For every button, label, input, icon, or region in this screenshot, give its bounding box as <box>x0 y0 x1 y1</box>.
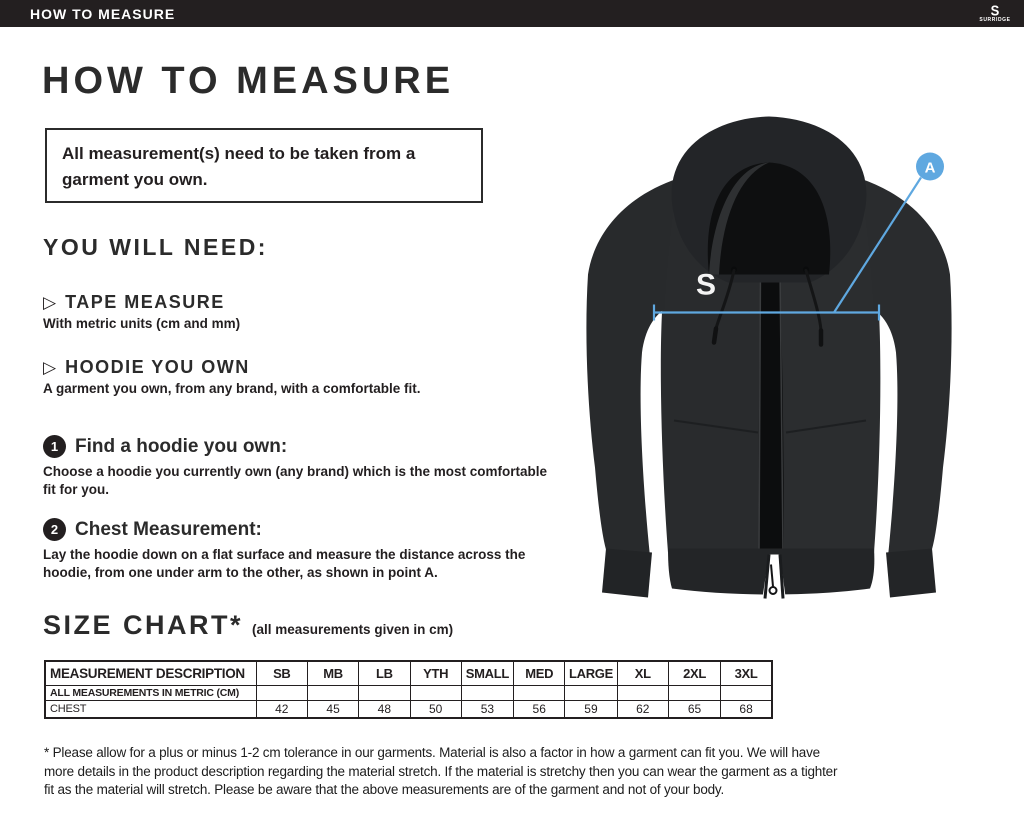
size-chart-heading <box>43 610 453 641</box>
col-header: SMALL <box>461 661 513 686</box>
col-header: MED <box>514 661 565 686</box>
step-1-title: Find a hoodie you own: <box>75 435 288 457</box>
triangle-bullet-icon: ▷ <box>43 293 57 312</box>
step-2-title: Chest Measurement: <box>75 518 262 540</box>
point-a-label: A <box>924 159 936 177</box>
col-header: MEASUREMENT DESCRIPTION <box>45 661 256 686</box>
hoodie-measurement-diagram <box>562 100 1014 605</box>
need-item-hoodie <box>43 357 543 396</box>
need-item-label: TAPE MEASURE <box>65 292 225 312</box>
need-item-desc: A garment you own, from any brand, with a comfortable fit. <box>43 381 421 396</box>
step-1-number-badge: 1 <box>43 435 66 458</box>
page-title: HOW TO MEASURE <box>42 60 455 102</box>
col-header: 3XL <box>721 661 772 686</box>
surridge-s-icon: S <box>990 2 1000 19</box>
col-header: SB <box>256 661 307 686</box>
brand-logo[interactable] <box>972 0 1018 27</box>
col-header: YTH <box>410 661 461 686</box>
step-2 <box>43 518 553 582</box>
size-chart-subtitle: (all measurements given in cm) <box>252 622 454 637</box>
col-header: XL <box>617 661 668 686</box>
hoodie-illustration <box>562 100 1014 605</box>
col-header: LARGE <box>565 661 617 686</box>
tolerance-footnote: * Please allow for a plus or minus 1-2 cm tolerance in our garments. Material is also a factor in how a garment can fit you. We will have more details in the product description regarding the material stretch. If the material is stretchy then you can wear the garment as a tighter fit as the material will stretch. Please be aware that the above measurements are of the garment and not of your body. <box>44 745 838 798</box>
table-row <box>45 686 772 701</box>
top-bar-title: HOW TO MEASURE <box>30 5 176 22</box>
size-chart-table <box>44 660 773 719</box>
table-header-row <box>45 661 772 686</box>
col-header: MB <box>307 661 358 686</box>
need-item-label: HOODIE YOU OWN <box>65 357 250 377</box>
col-header: LB <box>359 661 410 686</box>
step-2-desc: Lay the hoodie down on a flat surface and measure the distance across the hoodie, from one under arm to the other, as shown in point A. <box>43 547 526 581</box>
col-header: 2XL <box>668 661 720 686</box>
need-item-desc: With metric units (cm and mm) <box>43 316 241 331</box>
row-label: ALL MEASUREMENTS IN METRIC (CM) <box>45 686 256 701</box>
step-2-number-badge: 2 <box>43 518 66 541</box>
size-chart-title: SIZE CHART* <box>43 610 244 640</box>
brand-name: SURRIDGE <box>979 17 1011 23</box>
table-row: CHEST 42 45 48 50 53 56 59 62 65 68 <box>45 701 772 719</box>
triangle-bullet-icon: ▷ <box>43 358 57 377</box>
chest-logo-s-icon: S <box>696 268 717 302</box>
step-1 <box>43 435 553 499</box>
need-item-tape-measure <box>43 292 543 331</box>
row-label: CHEST <box>45 701 256 719</box>
top-bar <box>0 0 1024 27</box>
notice-box: All measurement(s) need to be taken from a garment you own. <box>45 128 483 203</box>
step-1-desc: Choose a hoodie you currently own (any brand) which is the most comfortable fit for you. <box>43 464 548 498</box>
you-will-need-heading: YOU WILL NEED: <box>43 234 268 260</box>
